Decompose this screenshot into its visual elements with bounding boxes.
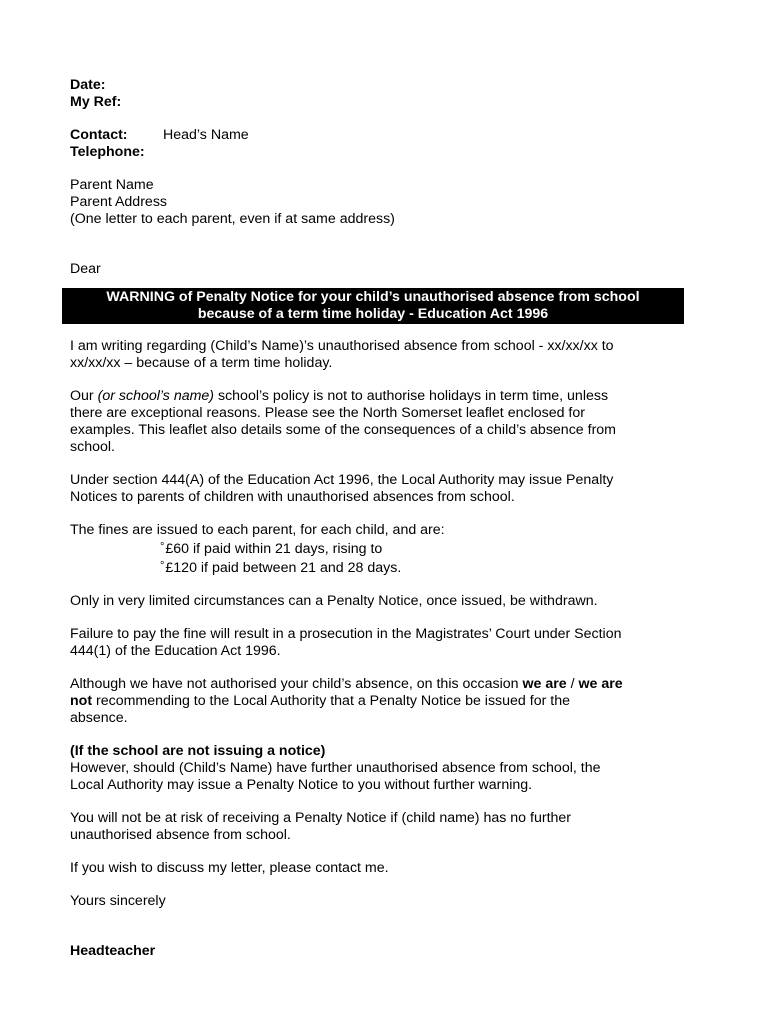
fine-item — [70, 539, 690, 558]
paragraph-failure — [70, 626, 690, 660]
recipient-note: (One letter to each parent, even if at same address) — [70, 211, 395, 227]
paragraph-line — [70, 388, 690, 405]
text-run: / — [566, 676, 579, 692]
paragraph-line: 444(1) of the Education Act 1996. — [70, 643, 281, 659]
signatory: Headteacher — [70, 943, 156, 959]
conditional-heading: (If the school are not issuing a notice) — [70, 743, 326, 759]
paragraph-line: xx/xx/xx – because of a term time holiday. — [70, 355, 333, 371]
fine-item — [70, 558, 690, 577]
paragraph-line — [70, 693, 690, 710]
closing: Yours sincerely — [70, 893, 166, 909]
fine-text: £120 if paid between 21 and 28 days. — [165, 560, 402, 576]
bullet-icon: ° — [160, 541, 165, 553]
fine-text: £60 if paid within 21 days, rising to — [165, 541, 383, 557]
paragraph-no-risk — [70, 810, 690, 844]
paragraph-line: You will not be at risk of receiving a Penalty Notice if (child name) has no further — [70, 810, 572, 826]
telephone-label: Telephone: — [70, 144, 145, 160]
paragraph-policy — [70, 388, 690, 456]
date-label: Date: — [70, 77, 106, 93]
ref-label: My Ref: — [70, 94, 122, 110]
warning-banner — [62, 288, 684, 324]
paragraph-line: I am writing regarding (Child’s Name)’s unauthorised absence from school - xx/xx/xx to — [70, 338, 614, 354]
option-we-are: we are — [522, 676, 567, 692]
text-run: recommending to the Local Authority that a Penalty Notice be issued for the — [92, 693, 570, 709]
contact-value: Head’s Name — [163, 127, 249, 143]
paragraph-line: school. — [70, 439, 115, 455]
paragraph-line: unauthorised absence from school. — [70, 827, 291, 843]
paragraph-regarding — [70, 338, 690, 372]
banner-line-2: because of a term time holiday - Education Act 1996 — [197, 306, 549, 322]
paragraph-line: Local Authority may issue a Penalty Notice to you without further warning. — [70, 777, 533, 793]
contact-row — [70, 127, 690, 144]
fines-intro: The fines are issued to each parent, for each child, and are: — [70, 522, 445, 538]
paragraph-line: Notices to parents of children with unauthorised absences from school. — [70, 489, 515, 505]
salutation: Dear — [70, 261, 101, 277]
paragraph-line: absence. — [70, 710, 128, 726]
paragraph-fines — [70, 522, 690, 577]
letter-page — [70, 77, 690, 960]
paragraph-line: there are exceptional reasons. Please see the North Somerset leaflet enclosed for — [70, 405, 585, 421]
paragraph-further-warning — [70, 743, 690, 794]
paragraph-line: examples. This leaflet also details some of the consequences of a child’s absence from — [70, 422, 616, 438]
paragraph-line: Failure to pay the fine will result in a prosecution in the Magistrates’ Court under Section — [70, 626, 622, 642]
school-name-placeholder: (or school’s name) — [97, 388, 215, 404]
text-run: Our — [70, 388, 98, 404]
paragraph-section-444a — [70, 472, 690, 506]
text-run: Although we have not authorised your child’s absence, on this occasion — [70, 676, 523, 692]
paragraph-withdrawn: Only in very limited circumstances can a Penalty Notice, once issued, be withdrawn. — [70, 593, 598, 609]
banner-line-1: WARNING of Penalty Notice for your child’s unauthorised absence from school — [106, 289, 640, 305]
option-not: not — [70, 693, 93, 709]
paragraph-contact-me: If you wish to discuss my letter, please contact me. — [70, 860, 389, 876]
bullet-icon: ° — [160, 560, 165, 572]
option-we-are-not: we are — [578, 676, 623, 692]
text-run: school’s policy is not to authorise holidays in term time, unless — [214, 388, 609, 404]
parent-address: Parent Address — [70, 194, 168, 210]
paragraph-line: Under section 444(A) of the Education Act 1996, the Local Authority may issue Penalty — [70, 472, 614, 488]
paragraph-recommendation — [70, 676, 690, 727]
parent-name: Parent Name — [70, 177, 154, 193]
contact-label: Contact: — [70, 127, 128, 143]
paragraph-line: However, should (Child’s Name) have further unauthorised absence from school, the — [70, 760, 601, 776]
paragraph-line — [70, 676, 690, 693]
